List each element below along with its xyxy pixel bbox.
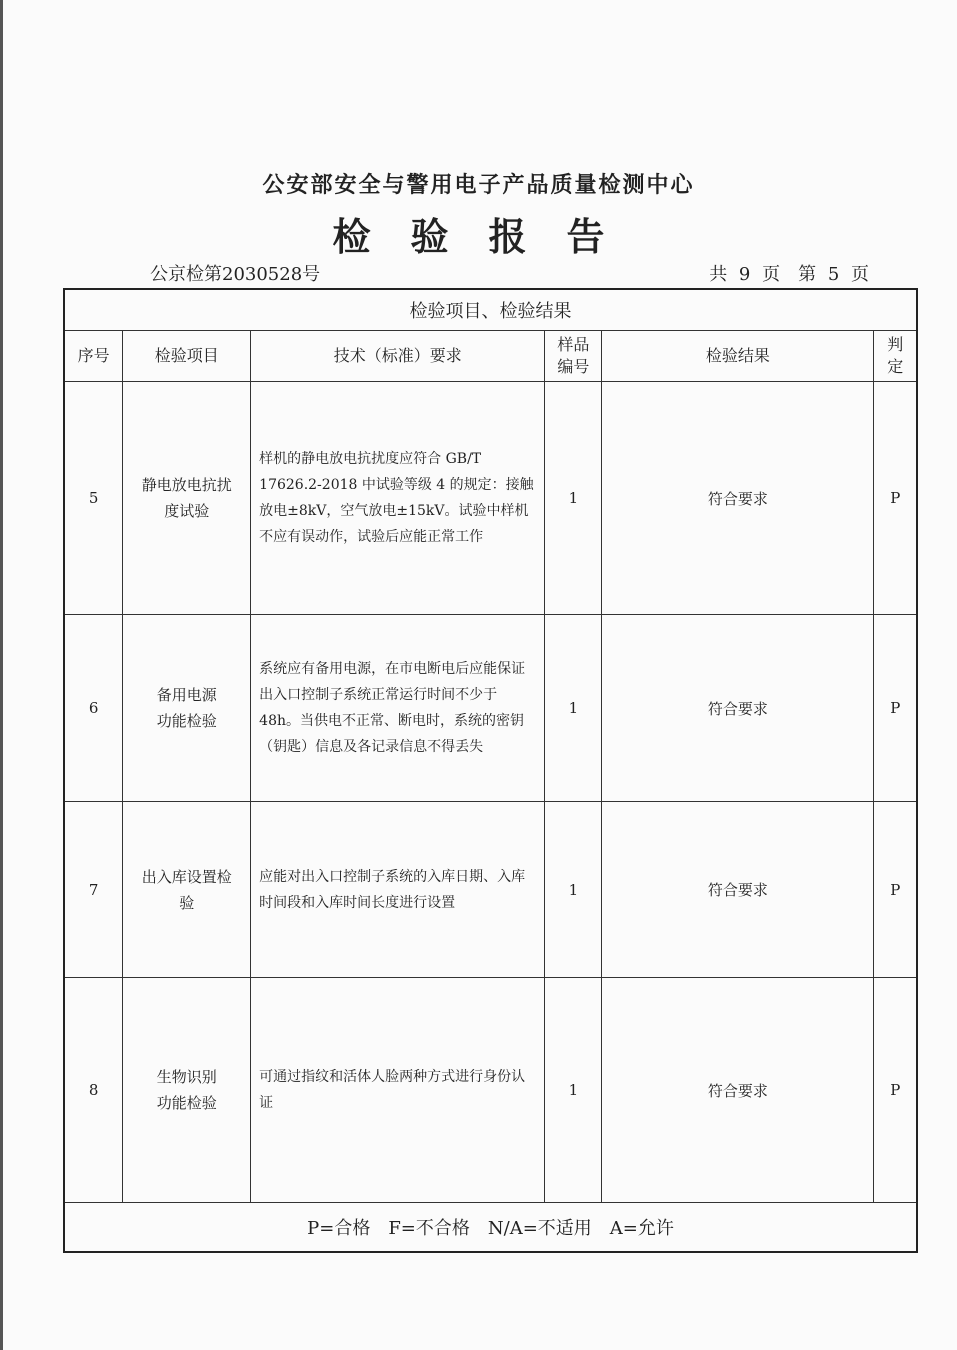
section-title: 检验项目、检验结果 <box>64 289 917 331</box>
col-header: 判定 <box>874 331 917 382</box>
report-number: 公京检第2030528号 <box>150 264 321 285</box>
test-item: 生物识别功能检验 <box>123 978 251 1203</box>
scan-edge <box>0 0 3 1350</box>
col-header: 检验结果 <box>602 331 874 382</box>
requirement: 样机的静电放电抗扰度应符合 GB/T 17626.2-2018 中试验等级 4 的规定：接触放电±8kV，空气放电±15kV。试验中样机不应有误动作，试验后应能正常工作 <box>251 382 545 615</box>
sample-no: 1 <box>545 382 602 615</box>
requirement: 可通过指纹和活体人脸两种方式进行身份认证 <box>251 978 545 1203</box>
sample-no: 1 <box>545 802 602 978</box>
verdict: P <box>874 802 917 978</box>
result: 符合要求 <box>602 382 874 615</box>
result: 符合要求 <box>602 802 874 978</box>
col-header: 检验项目 <box>123 331 251 382</box>
table-row <box>64 382 917 615</box>
test-item: 静电放电抗扰度试验 <box>123 382 251 615</box>
verdict: P <box>874 978 917 1203</box>
col-header: 序号 <box>64 331 123 382</box>
header-row <box>64 331 917 382</box>
result: 符合要求 <box>602 978 874 1203</box>
table-row <box>64 978 917 1203</box>
report-title: 检验报告 <box>332 214 645 259</box>
col-header: 技术（标准）要求 <box>251 331 545 382</box>
page-indicator: 共 9 页 第 5 页 <box>709 264 869 285</box>
sample-no: 1 <box>545 978 602 1203</box>
organization-name: 公安部安全与警用电子产品质量检测中心 <box>262 172 695 198</box>
results-table <box>63 288 918 1253</box>
requirement: 应能对出入口控制子系统的入库日期、入库时间段和入库时间长度进行设置 <box>251 802 545 978</box>
test-item: 备用电源功能检验 <box>123 615 251 802</box>
test-item: 出入库设置检验 <box>123 802 251 978</box>
row-number: 6 <box>64 615 123 802</box>
requirement: 系统应有备用电源，在市电断电后应能保证出入口控制子系统正常运行时间不少于 48h。当供电不正常、断电时，系统的密钥（钥匙）信息及各记录信息不得丢失 <box>251 615 545 802</box>
sample-no: 1 <box>545 615 602 802</box>
table-row <box>64 802 917 978</box>
verdict: P <box>874 615 917 802</box>
row-number: 5 <box>64 382 123 615</box>
row-number: 7 <box>64 802 123 978</box>
verdict-legend: P=合格 F=不合格 N/A=不适用 A=允许 <box>64 1203 917 1253</box>
row-number: 8 <box>64 978 123 1203</box>
col-header: 样品编号 <box>545 331 602 382</box>
table-row <box>64 615 917 802</box>
result: 符合要求 <box>602 615 874 802</box>
verdict: P <box>874 382 917 615</box>
